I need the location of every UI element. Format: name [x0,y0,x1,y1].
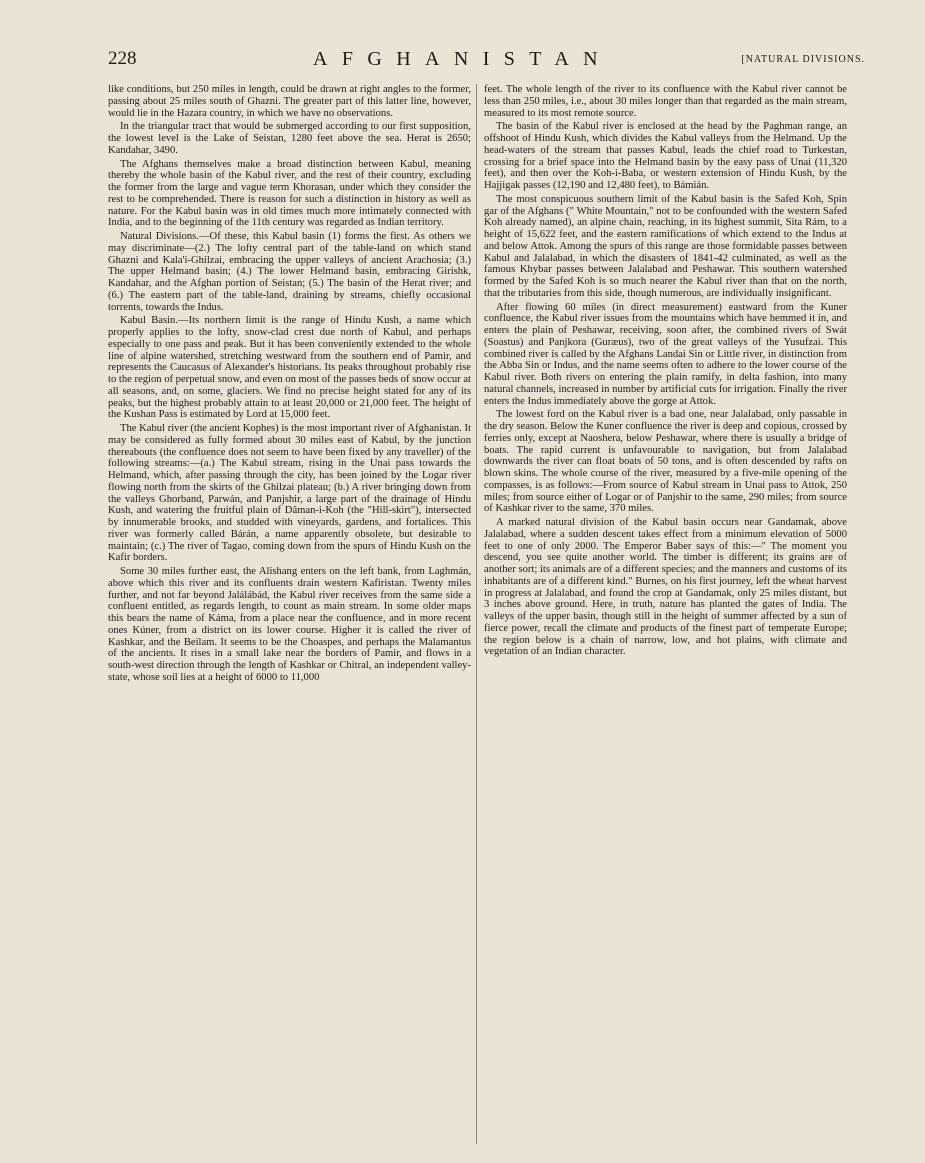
paragraph: After flowing 60 miles (in direct measurement) eastward from the Kuner confluence, the Kabul river issues from the mountains which have hemmed it in, and enters the plain of Peshawar, receiving, soon after, the combined rivers of Swát (Soastus) and Panjkora (Guræus), two of the great valleys of the Yusufzai. This combined river is called by the Afghans Landai Sin or Little river, in distinction from the Abba Sin or Indus, and the name seems often to adhere to the lower course of the Kabul river. Both rivers on entering the plain ramify, in delta fashion, into many natural channels, increased in number by artificial cuts for irrigation. Finally the river enters the Indus immediately above the gorge at Attok. [484,301,847,407]
paragraph: The lowest ford on the Kabul river is a bad one, near Jalalabad, only passable in the dry season. Below the Kuner confluence the river is deep and copious, crossed by ferries only, except at Naoshera, below Peshawar, where there is usually a bridge of boats. The rapid current is unfavourable to navigation, but from Jalalabad downwards the river can float boats of 50 tons, and is often descended by rafts on blown skins. The whole course of the river, measured by a five-mile opening of the compasses, is as follows:—From source of Kabul stream in Unai pass to Attok, 250 miles; from source either of Logar or of Panjshir to the same, 290 miles; from source of Kashkar river to the same, 370 miles. [484,409,847,515]
paragraph: Kabul Basin.—Its northern limit is the range of Hindu Kush, a name which properly applies to the lofty, snow-clad crest due north of Kabul, and perhaps especially to one pass and peak. But it has been conveniently extended to the whole line of alpine watershed, stretching westward from the southern end of Pamir, and represents the Caucasus of Alexander's historians. Its peaks throughout probably rise to the region of perpetual snow, and even on most of the passes beds of snow occur at all seasons, and, on some, glaciers. We find no precise height stated for any of its peaks, but the highest probably attain to at least 20,000 or 21,000 feet. The height of the Kushan Pass is estimated by Lord at 15,000 feet. [108,315,471,421]
paragraph: Some 30 miles further east, the Alishang enters on the left bank, from Laghmán, above which this river and its confluents drain western Kafiristan. Twenty miles further, and not far beyond Jalálábád, the Kabul river receives from the same side a confluent entitled, as regards length, to count as main stream. In some older maps this bears the name of Káma, from a place near the confluence, and in more recent ones Kúner, from a district on its lower course. Higher it is called the river of Kashkar, and the Beilam. It seems to be the Choaspes, and perhaps the Malamantus of the ancients. It rises in a small lake near the borders of Pamir, and flows in a south-west direction through the length of Kashkar or Chitral, an independent valley-state, whose soil lies at a height of 6000 to 11,000 [108,566,471,683]
page-header [0,48,925,78]
page-number: 228 [108,48,137,69]
paragraph: Natural Divisions.—Of these, this Kabul basin (1) forms the first. As others we may discriminate—(2.) The lofty central part of the table-land on which stand Ghazni and Kala'i-Ghilzai, embracing the upper valleys of ancient Arachosia; (3.) The upper Helmand basin; (4.) The lower Helmand basin, embracing Girishk, Kandahar, and the Afghan portion of Seistan; (5.) The basin of the Herat river; and (6.) The eastern part of the table-land, draining by streams, chiefly occasional torrents, towards the Indus. [108,231,471,313]
paragraph: feet. The whole length of the river to its confluence with the Kabul river cannot be less than 250 miles, i.e., about 30 miles longer than that regarded as the main stream, measured to its most remote source. [484,84,847,119]
paragraph: The Afghans themselves make a broad distinction between Kabul, meaning thereby the whole basin of the Kabul river, and the rest of their country, excluding the former from the large and vague term Khorasan, under which they consider the rest to be comprehended. There is reason for such a distinction in history as well as nature. For the Kabul basin was in old times much more intimately connected with India, and to the beginning of the 11th century was regarded as Indian territory. [108,158,471,229]
paragraph: In the triangular tract that would be submerged according to our first supposition, the lowest level is the Lake of Seistan, 1280 feet above the sea. Herat is 2650; Kandahar, 3490. [108,121,471,156]
running-title: AFGHANISTAN [312,48,613,70]
column-divider [476,84,477,1144]
paragraph: like conditions, but 250 miles in length, could be drawn at right angles to the former, passing about 25 miles south of Ghazni. The greater part of this latter line, however, would lie in the Hazara country, in which we have no observations. [108,84,471,119]
section-heading: [NATURAL DIVISIONS. [741,54,865,65]
paragraph: The Kabul river (the ancient Kophes) is the most important river of Afghanistan. It may be considered as fully formed about 30 miles east of Kabul, by the junction thereabouts (the confluence does not seem to have been fixed by any traveller) of the following streams:—(a.) The Kabul stream, rising in the Unai pass towards the Helmand, which, after passing through the city, has been joined by the Logar river flowing north from the skirts of the Ghilzai plateau; (b.) A river bringing down from the valleys Ghorband, Parwán, and Panjshir, a large part of the drainage of Hindu Kush, and watering the fruitful plain of Dâman-i-Koh (the "Hill-skirt"), intersected by innumerable brooks, and studded with vineyards, gardens, and fortalices. This river was formerly called Bárán, a name apparently obsolete, but desirable to maintain; (c.) The river of Tagao, coming down from the spurs of Hindu Kush on the Kafir borders. [108,423,471,564]
paragraph: A marked natural division of the Kabul basin occurs near Gandamak, above Jalalabad, where a sudden descent takes effect from a minimum elevation of 5000 feet to one of only 2000. The Emperor Baber says of this:—" The moment you descend, you see quite another world. The timber is different; its grains are of another sort; its animals are of a different species; and the manners and customs of its inhabitants are of a different kind." Burnes, on his first journey, left the wheat harvest in progress at Jalalabad, and found the crop at Gandamak, only 25 miles distant, but 3 inches above ground. Here, in truth, nature has planted the gates of India. The valleys of the upper basin, though still in the height of summer affected by a sun of fierce power, recall the climate and products of the finest part of temperate Europe; the region below is a chain of narrow, low, and hot plains, with climate and vegetation of an Indian character. [484,517,847,658]
paragraph: The basin of the Kabul river is enclosed at the head by the Paghman range, an offshoot of Hindu Kush, which divides the Kabul valleys from the Helmand. Up the head-waters of the stream that passes Kabul, leads the chief road to Turkestan, crossing for a brief space into the Helmand basin by the easy pass of Unai (11,320 feet), and then over the Koh-i-Baba, or western extension of Hindu Kush, by the Hajjigak passes (12,190 and 12,480 feet), to Bámián. [484,121,847,191]
paragraph: The most conspicuous southern limit of the Kabul basin is the Safed Koh, Spin gar of the Afghans (" White Mountain," not to be confounded with the western Safed Koh already named), an alpine chain, reaching, in its highest summit, Sita Rám, to a height of 15,622 feet, and the eastern ramifications of which extend to the Indus at and below Attok. Among the spurs of this range are those formidable passes between Kabul and Jalalabad, in which the disasters of 1841-42 culminated, as well as the famous Khybar passes between Jalalabad and Peshawar. This southern watershed formed by the Safed Koh is so much nearer the Kabul river than that on the north, that the tributaries from this side, though numerous, are individually insignificant. [484,193,847,299]
left-column [108,84,471,1144]
right-column [484,84,847,1144]
